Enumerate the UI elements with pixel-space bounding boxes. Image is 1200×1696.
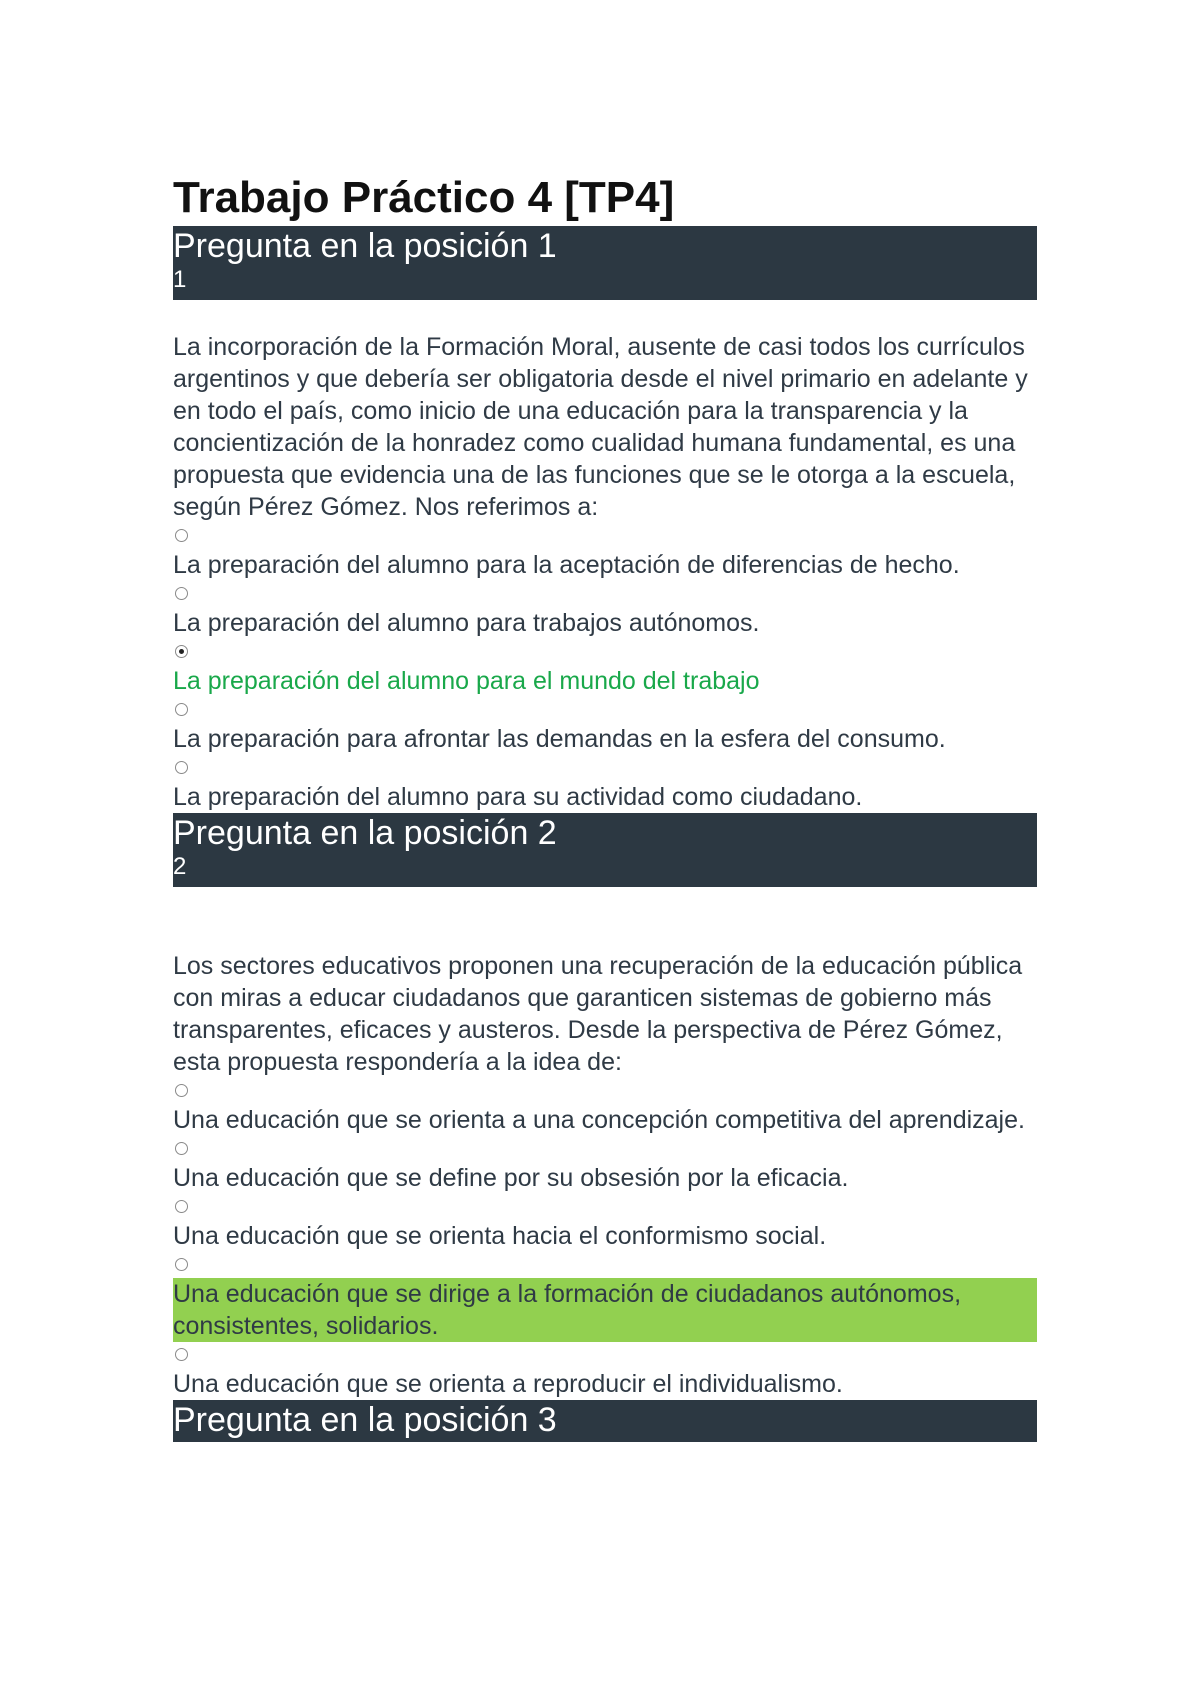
question-header-title: Pregunta en la posición 2 <box>173 814 557 852</box>
answer-option-label: La preparación para afrontar las demandas en la esfera del consumo. <box>173 725 946 753</box>
radio-button-checked[interactable] <box>175 645 188 658</box>
radio-button[interactable] <box>175 703 188 716</box>
question-block-3 <box>173 1400 1037 1442</box>
question-header-3 <box>173 1400 1037 1442</box>
answer-option-correct[interactable] <box>173 1258 1037 1342</box>
question-header-1 <box>173 226 1037 300</box>
radio-button[interactable] <box>175 1200 188 1213</box>
radio-button[interactable] <box>175 1142 188 1155</box>
question-number: 1 <box>173 266 187 293</box>
radio-button[interactable] <box>175 761 188 774</box>
answer-option-label: La preparación del alumno para trabajos autónomos. <box>173 609 760 637</box>
radio-button[interactable] <box>175 529 188 542</box>
question-number: 2 <box>173 853 187 880</box>
answer-option-label: Una educación que se orienta hacia el conformismo social. <box>173 1222 827 1250</box>
question-block-2 <box>173 813 1037 1400</box>
document-page <box>173 170 1037 1442</box>
question-header-2 <box>173 813 1037 887</box>
radio-button[interactable] <box>175 1348 188 1361</box>
answer-option-label: Una educación que se orienta a reproducir el individualismo. <box>173 1370 843 1398</box>
question-text: La incorporación de la Formación Moral, ausente de casi todos los currículos argentinos y que debería ser obligatoria desde el nivel primario en adelante y en todo el país, como inicio de una educación para la transparencia y la concientización de la honradez como cualidad humana fundamental, es una propuesta que evidencia una de las funciones que se le otorga a la escuela, según Pérez Gómez. Nos referimos a: <box>173 333 1028 521</box>
answer-option-selected[interactable] <box>173 645 1037 697</box>
answer-option[interactable] <box>173 1142 1037 1194</box>
answer-option-label: La preparación del alumno para la aceptación de diferencias de hecho. <box>173 551 960 579</box>
question-header-title: Pregunta en la posición 3 <box>173 1401 557 1439</box>
question-text: Los sectores educativos proponen una recuperación de la educación pública con miras a educar ciudadanos que garanticen sistemas de gobierno más transparentes, eficaces y austeros. Desde la perspectiva de Pérez Gómez, esta propuesta respondería a la idea de: <box>173 952 1023 1076</box>
page-title: Trabajo Práctico 4 [TP4] <box>173 173 675 222</box>
answer-option[interactable] <box>173 1200 1037 1252</box>
answer-option[interactable] <box>173 1348 1037 1400</box>
radio-button[interactable] <box>175 587 188 600</box>
radio-button[interactable] <box>175 1258 188 1271</box>
question-block-1 <box>173 226 1037 813</box>
answer-option-label: Una educación que se define por su obsesión por la eficacia. <box>173 1164 849 1192</box>
radio-button[interactable] <box>175 1084 188 1097</box>
answer-option[interactable] <box>173 587 1037 639</box>
answer-option[interactable] <box>173 1084 1037 1136</box>
answer-option[interactable] <box>173 761 1037 813</box>
answer-option-label: Una educación que se orienta a una concepción competitiva del aprendizaje. <box>173 1106 1025 1134</box>
answer-option-label: La preparación del alumno para su actividad como ciudadano. <box>173 783 863 811</box>
answer-option-label-correct: La preparación del alumno para el mundo del trabajo <box>173 667 760 695</box>
answer-option[interactable] <box>173 529 1037 581</box>
answer-option[interactable] <box>173 703 1037 755</box>
question-header-title: Pregunta en la posición 1 <box>173 227 557 265</box>
answer-option-label-highlighted: Una educación que se dirige a la formación de ciudadanos autónomos, consistentes, solidarios. <box>173 1278 1037 1342</box>
